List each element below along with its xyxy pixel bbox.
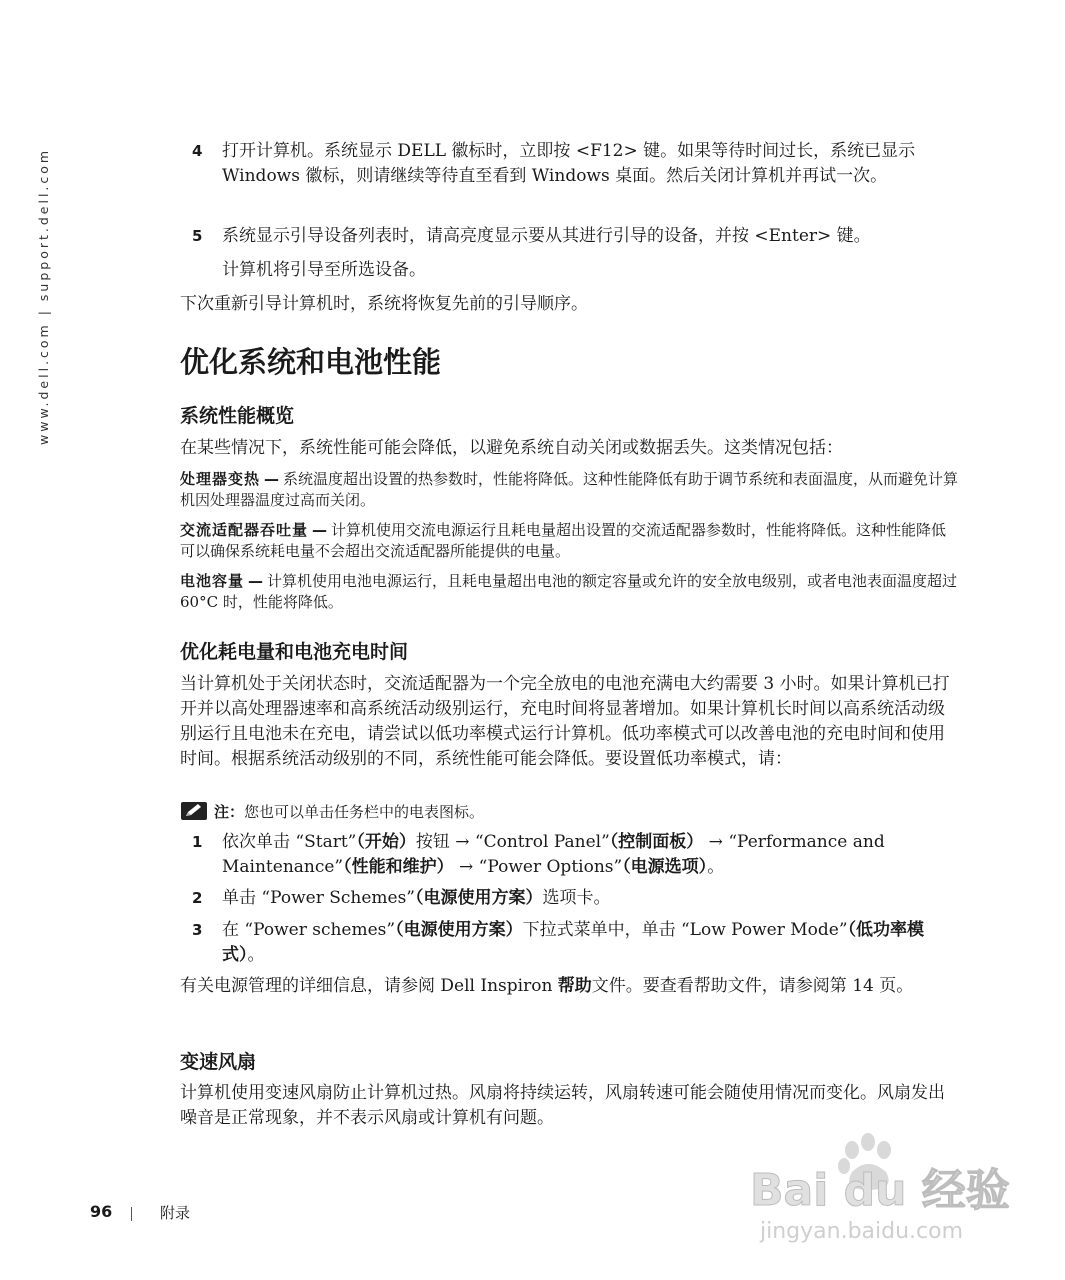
footer-divider [131,1207,132,1221]
em-dash: — [264,470,280,488]
page-number: 96 [90,1202,113,1221]
footer-section: 附录 [160,1204,191,1222]
fan-heading: 变速风扇 [180,1051,257,1073]
step-number: 4 [192,142,203,160]
step-bold-part: （电源使用方案） [415,888,543,908]
step-text-part: 单击 “Power Schemes” [222,888,415,908]
step-bold-part: （性能和维护） [343,857,454,877]
reboot-note: 下次重新引导计算机时，系统将恢复先前的引导顺序。 [180,294,588,314]
step-text-part: 下拉式菜单中，单击 “Low Power Mode” [522,920,848,940]
def-ac-throughput [180,520,960,562]
step-3 [180,918,960,968]
step-bold-part: （控制面板） [609,832,704,852]
step-4 [180,139,960,189]
fan-body: 计算机使用变速风扇防止计算机过热。风扇将持续运转，风扇转速可能会随使用情况而变化。风扇发出噪音是正常现象，并不表示风扇或计算机有问题。 [180,1083,945,1128]
note-text: 您也可以单击任务栏中的电表图标。 [244,803,485,821]
em-dash: — [248,572,264,590]
watermark-url: jingyan.baidu.com [760,1219,964,1244]
def-term: 交流适配器吞吐量 [180,521,309,539]
step-5 [180,224,960,249]
em-dash: — [312,521,328,539]
note-label: 注： [214,803,245,821]
def-text: 计算机使用电池电源运行，且耗电量超出电池的额定容量或允许的安全放电级别，或者电池表面温度超过 60°C 时，性能将降低。 [180,572,958,611]
step-text-part: 。 [707,857,725,877]
step-text: 系统显示引导设备列表时，请高亮度显示要从其进行引导的设备，并按 <Enter> 键。 [222,226,871,246]
step-bold-part: （电源选项） [622,857,708,877]
step-text-part: → “Power Options” [453,857,623,877]
side-url: www.dell.com | support.dell.com [36,147,51,445]
help-text-part: 有关电源管理的详细信息，请参阅 Dell Inspiron [180,976,558,996]
step-number: 2 [192,889,203,907]
note [180,801,960,823]
step-text-part: 按钮 → “Control Panel” [415,832,610,852]
step-1 [180,830,960,880]
step-text [222,918,960,968]
def-term: 处理器变热 [180,470,261,488]
step-text-part: 在 “Power schemes” [222,920,396,940]
def-text: 计算机使用交流电源运行且耗电量超出设置的交流适配器参数时，性能将降低。这种性能降低可以确保系统耗电量不会超出交流适配器所能提供的电量。 [180,521,947,560]
step-text: 打开计算机。系统显示 DELL 徽标时，立即按 <F12> 键。如果等待时间过长，系统已显示 Windows 徽标，则请继续等待直至看到 Windows 桌面。然后关闭计算机并再试一次。 [222,141,916,186]
optimize-heading: 优化耗电量和电池充电时间 [180,641,409,663]
def-processor-heat [180,469,960,511]
step-5-followup: 计算机将引导至所选设备。 [222,260,426,280]
overview-heading: 系统性能概览 [180,405,295,427]
note-pencil-icon [180,801,208,821]
step-text [222,830,960,880]
optimize-body: 当计算机处于关闭状态时，交流适配器为一个完全放电的电池充满电大约需要 3 小时。如果计算机已打开并以高处理器速率和高系统活动级别运行，充电时间将显著增加。如果计算机长时间以高系统活动级别运行且电池未在充电，请尝试以低功率模式运行计算机。低功率模式可以改善电池的充电时间和使用时间。根据系统活动级别的不同，系统性能可能会降低。要设置低功率模式，请： [180,674,950,769]
step-number: 1 [192,833,203,851]
def-battery-capacity [180,571,960,613]
def-text: 系统温度超出设置的热参数时，性能将降低。这种性能降低有助于调节系统和表面温度，从而避免计算机因处理器温度过高而关闭。 [180,470,959,509]
section-title: 优化系统和电池性能 [180,345,442,379]
step-bold-part: （电源使用方案） [395,920,523,940]
step-bold-part: （低功率模式） [222,920,925,965]
step-number: 5 [192,227,203,245]
overview-intro: 在某些情况下，系统性能可能会降低，以避免系统自动关闭或数据丢失。这类情况包括： [180,438,843,458]
help-bold: 帮助 [557,976,592,996]
help-text-part: 文件。要查看帮助文件，请参阅第 14 页。 [591,976,914,996]
step-number: 3 [192,921,203,939]
step-text-part: 选项卡。 [542,888,611,908]
help-reference [180,974,960,999]
watermark-brand: Bai du 经验 [750,1165,1010,1216]
step-text-part: 。 [247,945,265,965]
step-text [222,886,960,911]
baidu-watermark [740,1120,1010,1250]
step-2 [180,886,960,911]
step-text-part: 依次单击 “Start” [222,832,357,852]
step-text-part: → “Performance and Maintenance” [222,832,885,877]
def-term: 电池容量 [180,572,245,590]
step-bold-part: （开始） [356,832,416,852]
